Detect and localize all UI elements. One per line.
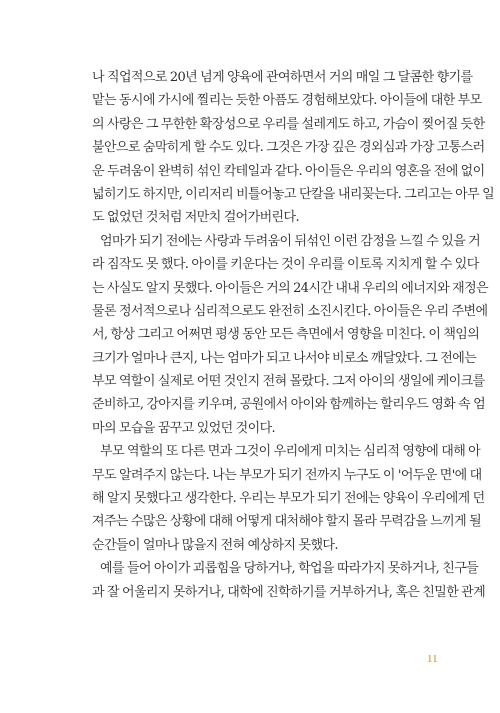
text-line: 의 사랑은 그 무한한 확장성으로 우리를 설레게도 하고, 가슴이 찢어질 듯한 [92, 116, 485, 132]
text-line: 불안으로 숨막히게 할 수도 있다. 그것은 가장 깊은 경외심과 가장 고통스러 [92, 140, 485, 156]
text-line: 과 잘 어울리지 못하거나, 대학에 진학하기를 거부하거나, 혹은 친밀한 관계 [92, 584, 486, 600]
text-line: 나 직업적으로 20년 넘게 양육에 관여하면서 거의 매일 그 달콤한 향기를 [92, 70, 473, 85]
paragraph [92, 66, 495, 230]
text-line: 크기가 얼마나 큰지, 나는 엄마가 되고 나서야 비로소 깨달았다. 그 전에는 [92, 350, 477, 366]
text-line: 는 사실도 알지 못했다. 아이들은 거의 24시간 내내 우리의 에너지와 재정은 [92, 280, 488, 296]
text-line: 마의 모습을 꿈꾸고 있었던 것이다. [92, 420, 276, 436]
paragraph [92, 230, 488, 441]
text-line: 서, 항상 그리고 어쩌면 평생 동안 모든 측면에서 영향을 미친다. 이 책임의 [92, 327, 480, 343]
text-line: 라 짐작도 못 했다. 아이를 키운다는 것이 우리를 이토록 지치게 할 수 있다 [92, 257, 479, 273]
paragraph [92, 557, 486, 604]
text-line: 부모 역할이 실제로 어떤 것인지 전혀 몰랐다. 그저 아이의 생일에 케이크를 [92, 374, 485, 390]
text-line: 넓히기도 하지만, 이리저리 비틀어놓고 단칼을 내리꽂는다. 그리고는 아무 일 [92, 186, 495, 202]
text-line: 져주는 수많은 상황에 대해 어떻게 대처해야 할지 몰라 무력감을 느끼게 될 [92, 514, 482, 530]
paragraph [92, 440, 485, 557]
text-line: 부모 역할의 또 다른 면과 그것이 우리에게 미치는 심리적 영향에 대해 아 [100, 444, 481, 460]
text-line: 운 두려움이 완벽히 섞인 칵테일과 같다. 아이들은 우리의 영혼을 전에 없이 [92, 163, 485, 179]
text-line: 엄마가 되기 전에는 사랑과 두려움이 뒤섞인 이런 감정을 느낄 수 있을 거 [100, 233, 481, 249]
text-line: 무도 알려주지 않는다. 나는 부모가 되기 전까지 누구도 이 '어두운 면'에 대 [92, 467, 482, 483]
text-line: 해 알지 못했다고 생각한다. 우리는 부모가 되기 전에는 양육이 우리에게 던 [92, 491, 485, 507]
text-line: 물론 정서적으로나 심리적으로도 완전히 소진시킨다. 아이들은 우리 주변에 [92, 303, 488, 319]
text-line: 예를 들어 아이가 괴롭힘을 당하거나, 학업을 따라가지 못하거나, 친구들 [100, 561, 479, 577]
body-text [92, 66, 495, 604]
text-line: 도 없었던 것처럼 저만치 걸어가버린다. [92, 210, 299, 226]
text-line: 순간들이 얼마나 많을지 전혀 예상하지 못했다. [92, 537, 338, 553]
text-line: 준비하고, 강아지를 키우며, 공원에서 아이와 함께하는 할리우드 영화 속 엄 [92, 397, 486, 413]
text-line: 맡는 동시에 가시에 찔리는 듯한 아픔도 경험해보았다. 아이들에 대한 부모 [92, 93, 482, 109]
page-number: 11 [427, 653, 438, 665]
